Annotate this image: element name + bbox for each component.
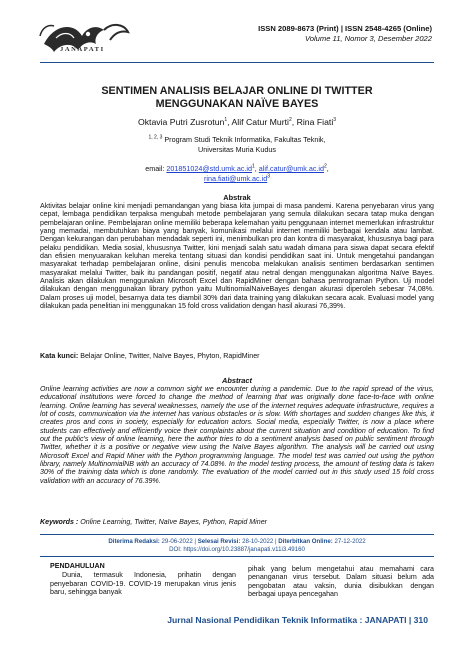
- affil-sup: 1, 2, 3: [148, 134, 163, 141]
- body-left-text: Dunia, termasuk Indonesia, prihatin dengan penyebaran COVID-19. COVID-19 merupakan virus jenis baru, sehingga banyak: [50, 571, 236, 597]
- abstract-body: Online learning activities are now a common sight we encounter during a pandemic. Due to the rapid spread of the virus, educational institutions were forced to change the method of learning that was originally done face-to-face with online learning. Online learning has several weaknesses, namely the use of the internet requires adequate infrastructure, requires a lot of costs, communication via the internet has various obstacles or is slow. With shortages and sudden changes like this, it creates pros and cons in society, especially for education actors. Social media, especially Twitter, is now a place where students can effectively and efficiently voice their complaints about the current situation and condition of education. To find out the public's view of online learning, here the author tries to do a sentiment analysis based on public sentiment through Twitter, whether it is a positive or negative view using the Naïve Bayes algorithm. The analysis will be carried out using Microsoft Excel and Rapid Miner with the Python programming language. The model test was carried out using the python library, namely MultinomialNB with an accuracy of 74.08%. In the model testing process, the amount of testing data is taken 30% of the training data which is done randomly. The evaluation of the model carried out in this study used 15 fold cross validation with an accuracy of 76.39%.: [40, 385, 434, 485]
- author-2: Alif Catur Murti: [231, 117, 289, 127]
- footer-journal: Jurnal Nasional Pendidikan Teknik Informatika : JANAPATI: [167, 615, 407, 625]
- email-label: email:: [145, 164, 165, 173]
- author-1-sup: 1: [224, 117, 228, 124]
- section-heading: PENDAHULUAN: [50, 562, 105, 570]
- janapati-logo: [34, 14, 134, 64]
- kata-kunci-value: Belajar Online, Twitter, Naïve Bayes, Phyton, RapidMiner: [80, 352, 260, 360]
- footer-separator: |: [408, 615, 412, 625]
- abstrak-body: Aktivitas belajar online kini menjadi pemandangan yang biasa kita jumpai di masa pandemi. Karena penyebaran virus yang cepat, lembaga pendidikan terpaksa mengubah metode pembelajaran yang semula dilakukan secara tatap muka dengan pembelajaran online. Pembelajaran online memiliki beberapa kelemahan yaitu penggunaan internet memerlukan infrastruktur yang memadai, membutuhkan biaya yang banyak, komunikasi melalui internet memiliki berbagai kendala atau lambat. Dengan kekurangan dan perubahan mendadak seperti ini, menimbulkan pro dan kontra di masyarakat, khususnya bagi para pelaku pendidikan. Media sosial, khususnya Twitter, kini menjadi salah satu wadah dimana para siswa dapat secara efektif dan efisien menyuarakan keluhan mereka tentang situasi dan kondisi pendidikan saat ini. Untuk mengetahui pandangan masyarakat terhadap pembelajaran online, disini penulis mencoba melakukan analisis sentimen berdasarkan sentimen masyarakat melalui Twitter, baik itu pandangan positif, negatif atau netral dengan menggunakan algoritma Naïve Bayes. Analisis akan dilakukan menggunakan Microsoft Excel dan RapidMiner dengan bahasa pemrograman Python. Uji model dilakukan dengan menggunakan library python yaitu MultinomialNaiveBayes dengan akurasi diperoleh sebesar 74,08%. Dalam proses uji model, besarnya data tes diambil 30% dari data training yang dilakukan secara acak. Evaluasi model yang dilakukan pada penelitian ini menggunakan 15 fold cross validation dengan hasil akurasi 76,39%.: [40, 202, 434, 311]
- title-line-1: SENTIMEN ANALISIS BELAJAR ONLINE DI TWITTER: [101, 85, 373, 97]
- email-link-2[interactable]: alif.catur@umk.ac.id: [258, 164, 325, 173]
- revisi-date: 28-10-2022: [242, 538, 274, 545]
- affil-line-2: Universitas Muria Kudus: [198, 144, 276, 154]
- abstract-heading: Abstract: [222, 376, 252, 385]
- page-number: 310: [413, 615, 428, 625]
- paper-title: [40, 85, 434, 111]
- email-link-1[interactable]: 201851024@std.umk.ac.id: [166, 164, 253, 173]
- email-link-3[interactable]: rina.fiati@umk.ac.id: [203, 173, 268, 183]
- logo-label: JANAPATI: [60, 46, 105, 53]
- header-divider: [40, 62, 434, 63]
- keywords: [40, 518, 434, 527]
- dates-block: Diterima Redaksi: 29-06-2022 | Selesai Revisi: 28-10-2022 | Diterbitkan Online: 27-12-2022 DOI: https://doi.org/10.23887/janapati.v11i3.49160: [108, 538, 366, 553]
- title-line-2: MENGGUNAKAN NAÏVE BAYES: [155, 98, 319, 110]
- dates-divider-top: [40, 534, 434, 535]
- redaksi-date: 29-06-2022: [161, 538, 193, 545]
- redaksi-label: Diterima Redaksi:: [108, 538, 160, 545]
- affil-line-1: Program Studi Teknik Informatika, Fakultas Teknik,: [164, 135, 326, 144]
- terbit-label: Diterbitkan Online:: [278, 538, 333, 545]
- affiliation: [40, 135, 434, 154]
- keywords-value: Online Learning, Twitter, Naïve Bayes, Python, Rapid Miner: [80, 518, 267, 526]
- email-3-sup: 3: [267, 173, 270, 180]
- issn-line: ISSN 2089-8673 (Print) | ISSN 2548-4265 (Online): [258, 24, 432, 33]
- email-1-sup: 1: [252, 163, 255, 170]
- kata-kunci: [40, 352, 434, 361]
- doi-link[interactable]: https://doi.org/10.23887/janapati.v11i3.49160: [183, 546, 305, 553]
- email-block: email: $201851024@std.umk.ac.id^1$, $alif.catur@umk.ac.id^2$, $rina.fiati@umk.ac.id^3$: [145, 163, 329, 183]
- dates-divider-bottom: [40, 556, 434, 557]
- volume-line: Volume 11, Nomor 3, Desember 2022: [304, 34, 432, 43]
- abstrak-heading: Abstrak: [223, 193, 251, 202]
- body-column-left: [50, 562, 236, 597]
- keywords-label: Keywords :: [40, 518, 79, 526]
- author-3: Rina Fiati: [296, 117, 334, 127]
- author-list: Oktavia Putri Zusrotun$^1$, Alif Catur Murti$^2$, Rina Fiati$^3$: [137, 117, 337, 127]
- page-footer: [167, 615, 428, 625]
- author-3-sup: 3: [333, 117, 337, 124]
- body-column-right: [248, 565, 434, 599]
- revisi-label: Selesai Revisi:: [197, 538, 241, 545]
- author-2-sup: 2: [288, 117, 292, 124]
- body-right-text: pihak yang belum mengetahui atau memahami cara penanganan virus tersebut. Dalam situasi belum ada pengobatan atau vaksin, dunia disibukkan dengan berbagai upaya pencegahan: [248, 565, 434, 599]
- kata-kunci-label: Kata kunci:: [40, 352, 79, 360]
- issn-block: [258, 24, 432, 44]
- email-2-sup: 2: [324, 163, 327, 170]
- terbit-date: 27-12-2022: [334, 538, 366, 545]
- author-1: Oktavia Putri Zusrotun: [137, 117, 225, 127]
- doi-label: DOI:: [169, 546, 182, 553]
